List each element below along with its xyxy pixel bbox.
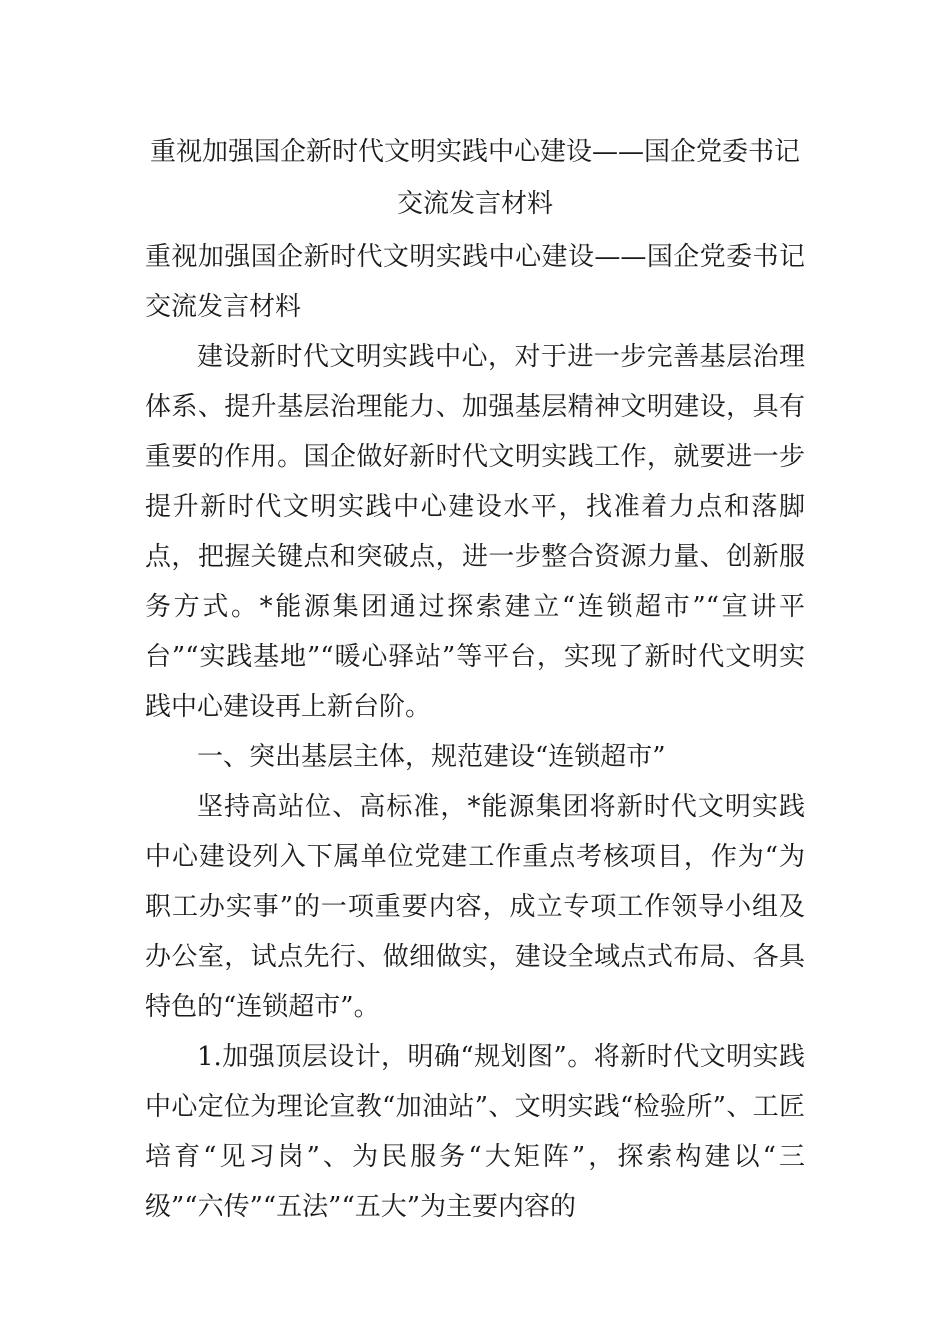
document-body (145, 232, 805, 1232)
section-heading-1: 一、突出基层主体，规范建设“连锁超市” (197, 742, 666, 772)
intro-paragraph: 建设新时代文明实践中心，对于进一步完善基层治理体系、提升基层治理能力、加强基层精神文明建设，具有重要的作用。国企做好新时代文明实践工作，就要进一步提升新时代文明实践中心建设水平，找准着力点和落脚点，把握关键点和突破点，进一步整合资源力量、创新服务方式。*能源集团通过探索建立“连锁超市”“宣讲平台”“实践基地”“暖心驿站”等平台，实现了新时代文明实践中心建设再上新台阶。 (145, 342, 805, 722)
title-line-1: 重视加强国企新时代文明实践中心建设——国企党委书记 (149, 137, 800, 167)
title-line-2: 交流发言材料 (396, 189, 553, 219)
document-title (145, 126, 805, 230)
section-1-paragraph: 坚持高站位、高标准，*能源集团将新时代文明实践中心建设列入下属单位党建工作重点考核项目，作为“为职工办实事”的一项重要内容，成立专项工作领导小组及办公室，试点先行、做细做实，建设全域点式布局、各具特色的“连锁超市”。 (145, 792, 805, 1022)
subsection-1-paragraph: 1.加强顶层设计，明确“规划图”。将新时代文明实践中心定位为理论宣教“加油站”、文明实践“检验所”、工匠培育“见习岗”、为民服务“大矩阵”，探索构建以“三级”“六传”“五法”“五大”为主要内容的 (145, 1042, 805, 1222)
repeated-title-paragraph: 重视加强国企新时代文明实践中心建设——国企党委书记交流发言材料 (145, 242, 805, 322)
